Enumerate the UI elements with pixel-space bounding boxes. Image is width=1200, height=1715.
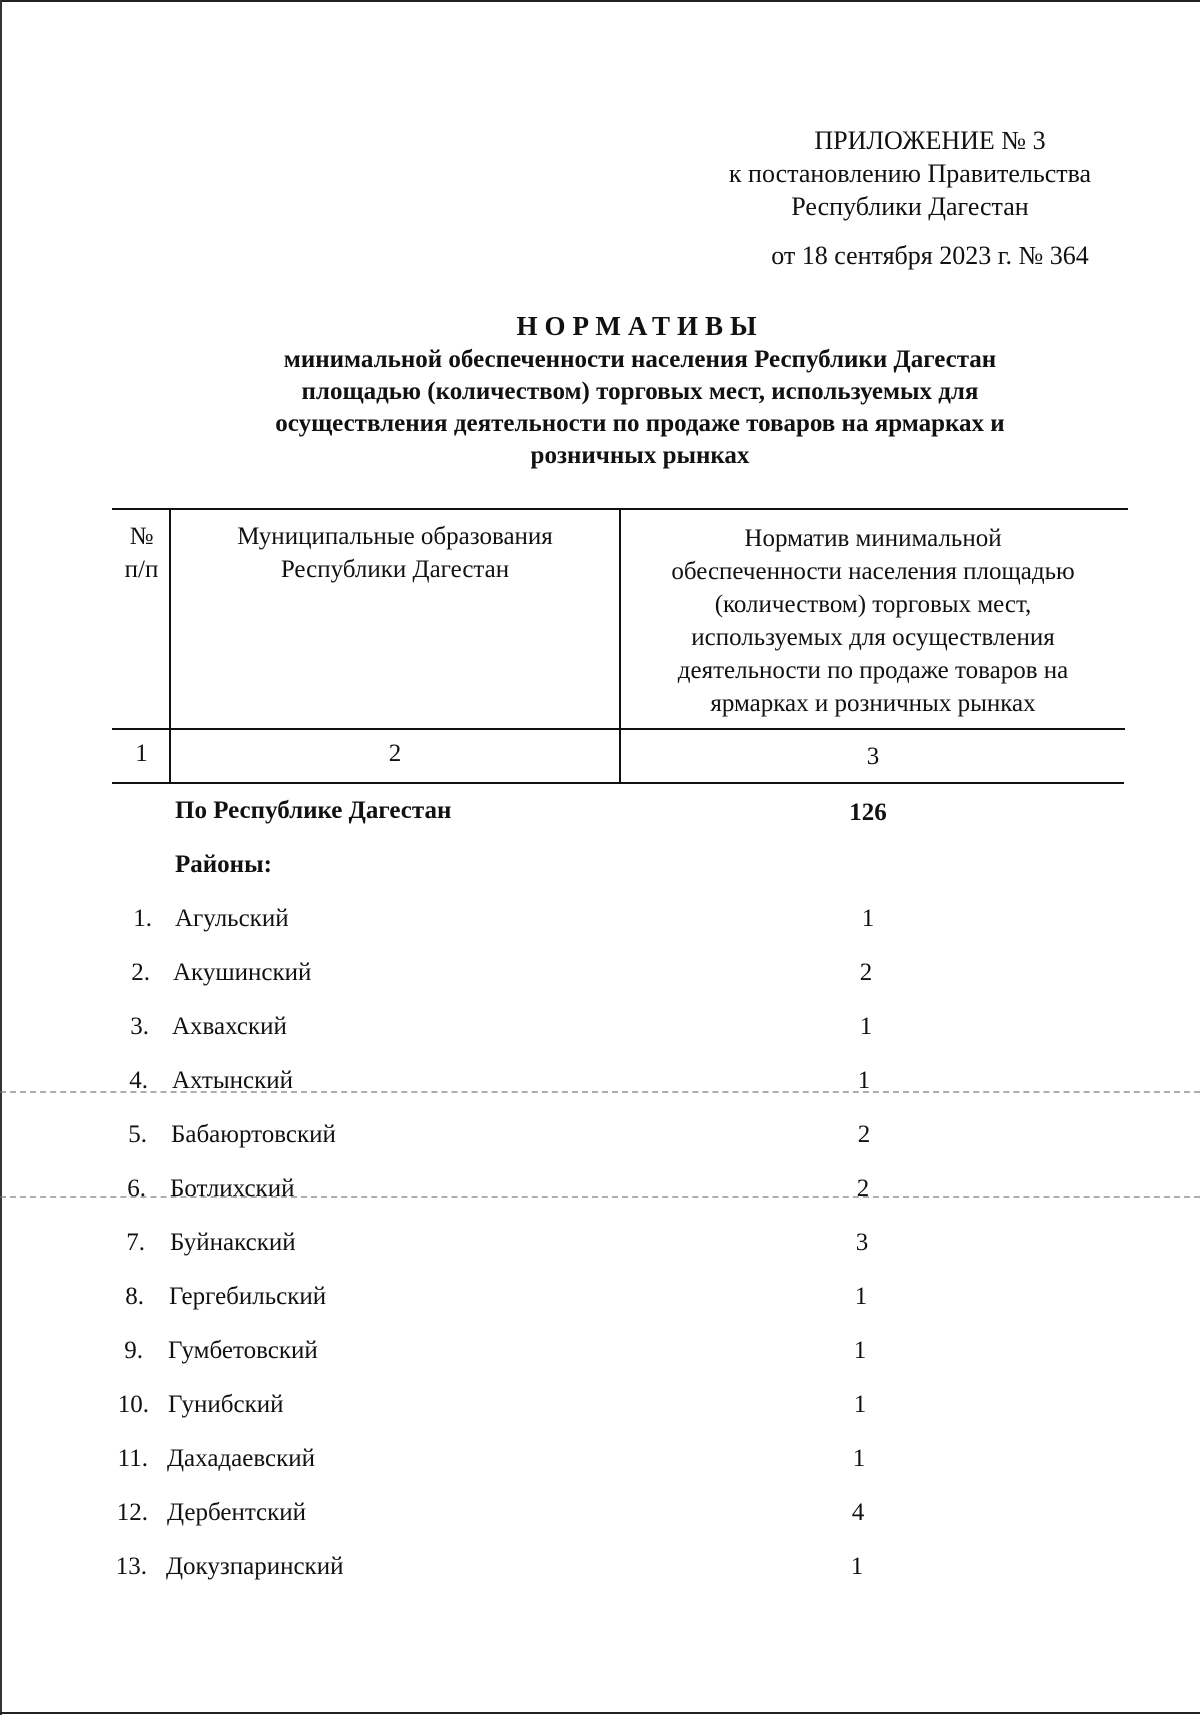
row-index: 12.: [116, 1499, 148, 1526]
scan-artifact-line: [0, 1196, 1200, 1198]
row-index: 1.: [133, 905, 152, 932]
header-col-number: [114, 520, 169, 586]
header-col-norm-line-3: (количеством) торговых мест,: [714, 591, 1032, 618]
row-name: Докузпаринский: [166, 1553, 344, 1580]
table-row: [0, 1175, 1200, 1215]
annex-line-3: Республики Дагестан: [791, 192, 1029, 221]
row-name: Акушинский: [173, 959, 312, 986]
annex-block: [700, 124, 1120, 272]
row-name: Гумбетовский: [168, 1337, 318, 1364]
column-number-2: 2: [388, 740, 402, 767]
row-name: Агульский: [175, 905, 289, 932]
header-col-municipality-line-1: Муниципальные образования: [237, 523, 553, 550]
scan-artifact-line: [0, 1091, 1200, 1093]
header-col-municipality-line-2: Республики Дагестан: [280, 556, 510, 583]
row-value: 1: [850, 1553, 864, 1580]
row-index: 8.: [125, 1283, 144, 1310]
row-name: Гунибский: [168, 1391, 284, 1418]
row-value: 1: [853, 1337, 867, 1364]
header-col-number-line-1: №: [129, 523, 154, 550]
table-row: [0, 959, 1200, 999]
heading-line-1: минимальной обеспеченности населения Республики Дагестан: [283, 346, 997, 373]
row-name: Ахвахский: [172, 1013, 287, 1040]
row-value: 2: [859, 959, 873, 986]
table-row: [0, 1499, 1200, 1539]
table-row: [0, 1553, 1200, 1593]
row-name: Дербентский: [167, 1499, 307, 1526]
row-value: 4: [851, 1499, 865, 1526]
row-value: 1: [859, 1013, 873, 1040]
table-row: [0, 1121, 1200, 1161]
row-index: 7.: [126, 1229, 145, 1256]
row-index: 2.: [131, 959, 150, 986]
row-index: 10.: [117, 1391, 149, 1418]
heading-line-2: площадью (количеством) торговых мест, используемых для: [301, 378, 979, 405]
total-label: По Республике Дагестан: [175, 797, 452, 824]
row-value: 1: [853, 1391, 867, 1418]
row-name: Гергебильский: [169, 1283, 327, 1310]
row-name: Ахтынский: [172, 1067, 294, 1094]
page-edge-top: [0, 0, 1200, 2]
row-value: 2: [857, 1121, 871, 1148]
row-value: 1: [854, 1283, 868, 1310]
annex-line-2: к постановлению Правительства: [728, 159, 1092, 188]
row-name: Бабаюртовский: [171, 1121, 336, 1148]
row-index: 13.: [115, 1553, 147, 1580]
document-heading: [200, 310, 1080, 472]
header-col-norm-line-6: ярмарках и розничных рынках: [710, 690, 1036, 717]
row-name: Ботлихский: [170, 1175, 295, 1202]
row-value: 3: [855, 1229, 869, 1256]
table-row: [0, 1445, 1200, 1485]
row-value: 1: [861, 905, 875, 932]
row-value: 1: [852, 1445, 866, 1472]
header-col-number-line-2: п/п: [124, 556, 159, 583]
heading-main: НОРМАТИВЫ: [516, 311, 764, 341]
table-row: [0, 1013, 1200, 1053]
section-label: Районы:: [175, 851, 272, 878]
header-col-norm-line-1: Норматив минимальной: [744, 525, 1002, 552]
column-number-1: 1: [135, 740, 148, 767]
table-numbers-rule: [112, 782, 1124, 784]
row-value: 2: [856, 1175, 870, 1202]
row-index: 9.: [124, 1337, 143, 1364]
table-row: [0, 1391, 1200, 1431]
page-edge-bottom: [0, 1712, 1200, 1714]
header-col-norm-line-4: используемых для осуществления: [691, 624, 1055, 651]
header-col-municipality: [171, 520, 619, 586]
table-row: [0, 1283, 1200, 1323]
row-name: Дахадаевский: [167, 1445, 315, 1472]
table-row: [0, 1337, 1200, 1377]
header-col-norm-line-2: обеспеченности населения площадью: [671, 558, 1075, 585]
header-col-norm-line-5: деятельности по продаже товаров на: [677, 657, 1069, 684]
table-row: [0, 905, 1200, 945]
row-index: 5.: [128, 1121, 147, 1148]
heading-line-3: осуществления деятельности по продаже товаров на ярмарках и: [275, 410, 1005, 437]
row-name: Буйнакский: [170, 1229, 296, 1256]
row-index: 6.: [127, 1175, 146, 1202]
column-number-3: 3: [866, 743, 880, 770]
heading-line-4: розничных рынках: [530, 442, 750, 469]
annex-date: от 18 сентября 2023 г. № 364: [771, 241, 1089, 270]
annex-title: ПРИЛОЖЕНИЕ № 3: [814, 126, 1046, 155]
header-col-norm: [621, 522, 1125, 720]
row-value: 1: [857, 1067, 871, 1094]
total-value: 126: [849, 799, 887, 826]
row-index: 4.: [129, 1067, 148, 1094]
table-row: [0, 1067, 1200, 1107]
row-index: 3.: [130, 1013, 149, 1040]
row-index: 11.: [117, 1445, 148, 1472]
table-row: [0, 1229, 1200, 1269]
